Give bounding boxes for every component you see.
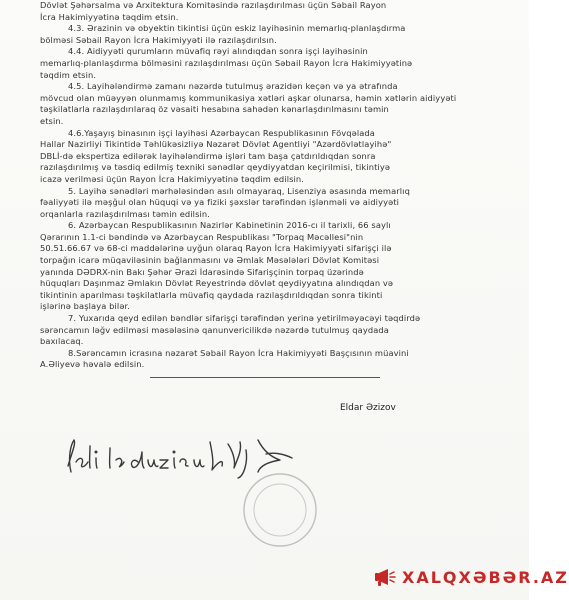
document-line: təqdim etsin. xyxy=(40,69,97,80)
document-line: etsin. xyxy=(40,115,64,126)
document-line: icazə verilməsi üçün Rayon İcra Hakimiyyətinə təqdim edilsin. xyxy=(40,173,305,184)
official-stamp xyxy=(240,470,320,550)
brand-watermark xyxy=(372,565,569,589)
document-line: 4.6.Yaşayış binasının işçi layihəsi Azərbaycan Respublikasının Fövqəlada xyxy=(68,127,375,138)
document-line: orqanlarla razılaşdırılması təmin edilsin. xyxy=(40,208,211,219)
document-line: fəaliyyəti ilə məşğul olan hüquqi və ya fiziki şəxslər tərəfindən işlənməli və aidiyyəti xyxy=(40,197,400,208)
brand-name: XALQXƏBƏR.AZ xyxy=(402,567,569,587)
document-line: 4.3. Ərazinin və obyektin tikintisi üçün eskiz layihəsinin memarlıq-planlaşdırma xyxy=(68,23,406,34)
document-line: Qərarının 1.1-ci bəndində və Azərbaycan Respublikası "Torpaq Məcəllesi"nin xyxy=(40,231,364,242)
signatory-name: Eldar Əzizov xyxy=(340,403,396,413)
document-line: işlərinə başlaya bilər. xyxy=(40,301,131,312)
document-line: Dövlət Şəhərsalma və Arxitektura Komitəsində razılaşdırılması üçün Səbail Rayon xyxy=(40,0,387,10)
document-line: 5. Layihə sənədləri mərhələsindən asılı olmayaraq, Lisenziya əsasında memarlıq xyxy=(68,185,410,196)
document-line: İcra Hakimiyyətinə təqdim etsin. xyxy=(40,11,179,22)
separator-line xyxy=(150,377,380,378)
document-line: sərəncamın ləğv edilməsi məsələsinə qanunvericilikdə nəzərdə tutulmuş qaydada xyxy=(40,324,389,335)
document-line: 7. Yuxarıda qeyd edilən bəndlər sifarişçi tərəfindən yerinə yetirilməyəcəyi təqdirdə xyxy=(68,313,421,324)
document-line: bölməsi Səbail Rayon İcra Hakimiyyəti ilə razılaşdırılsın. xyxy=(40,34,277,45)
document-line: 8.Sərəncamın icrasına nəzarət Səbail Rayon İcra Hakimiyyəti Başçısının müavini xyxy=(68,347,409,358)
document-line: təşkilatlarla razılaşdırılaraq öz vəsaiti hesabına sahədən kənarlaşdırılmasını təmin xyxy=(40,104,389,115)
document-line: hüquqları Daşınmaz Əmlakın Dövlət Reyestrində dövlət qeydiyyatına alındıqdan və xyxy=(40,278,394,289)
document-line: yanında DƏDRX-nin Bakı Şəhər Ərazi İdarəsində Sifarişçinin torpaq üzərində xyxy=(40,266,364,277)
document-line: A.Əliyevə həvalə edilsin. xyxy=(40,359,145,370)
document-line: 6. Azərbaycan Respublikasının Nazirlər Kabinetinin 2016-cı il tarixli, 66 saylı xyxy=(68,220,391,231)
document-line: tikintinin aparılması təşkilatlarla müvafiq qaydada razılaşdırıldıqdan sonra tikinti xyxy=(40,289,383,300)
document-line: 4.4. Aidiyyəti qurumların müvafiq rəyi alındıqdan sonra işçi layihəsinin xyxy=(68,46,368,57)
document-line: 50.51.66.67 və 68-ci maddələrinə uyğun olaraq Rayon İcra Hakimiyyəti sifarişçi ilə xyxy=(40,243,392,254)
document-line: baxılacaq. xyxy=(40,336,84,347)
document-line: DBLİ-də ekspertiza edilərək layihələndirmə işləri tam başa çatdırıldıqdan sonra xyxy=(40,150,376,161)
megaphone-icon xyxy=(372,567,396,587)
document-line: razılaşdırılmış və təsdiq edilmiş texniki sənədlər qeydiyyatdan keçirilmisi, tikintiyə xyxy=(40,162,391,173)
document-line: memarlıq-planlaşdırma bölməsini razılaşdırılması üçün Səbail Rayon İcra Hakimiyyətinə xyxy=(40,57,413,68)
document-line: torpağın icarə müqaviləsinin bağlanmasını və Əmlak Məsələləri Dövlət Komitəsi xyxy=(40,255,380,266)
document-line: 4.5. Layihələndirmə zamanı nəzərdə tutulmuş ərazidən keçən və ya ətrafında xyxy=(68,81,398,92)
document-body xyxy=(40,0,498,371)
document-line: mövcud olan müəyyən olunmamış kommunikasiya xətləri aşkar olunarsa, həmin xətlərin aidiyyəti xyxy=(40,92,457,103)
document-line: Hallar Nazirliyi Tikintidə Təhlükəsizliyə Nəzarət Dövlət Agentliyi "Azərdövlətlayihə" xyxy=(40,139,392,150)
